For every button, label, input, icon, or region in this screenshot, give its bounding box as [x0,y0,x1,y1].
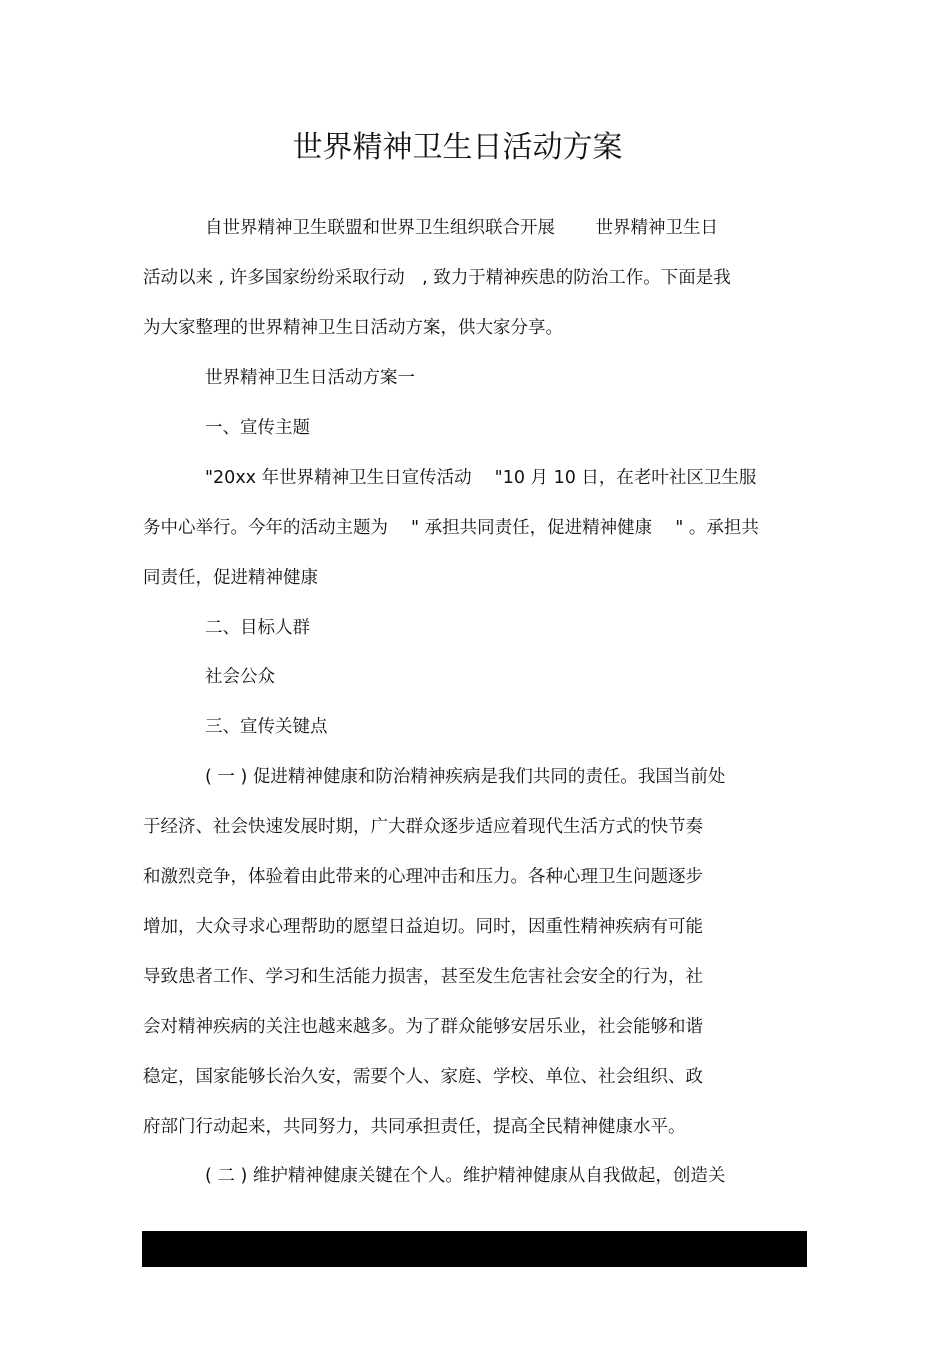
section-heading: 世界精神卫生日活动方案一 [205,368,415,388]
paragraph-line: 和激烈竞争，体验着由此带来的心理冲击和压力。各种心理卫生问题逐步 [143,867,703,887]
paragraph-line: 于经济、社会快速发展时期，广大群众逐步适应着现代生活方式的快节奏 [143,817,703,837]
paragraph-line: ( 一 ) 促进精神健康和防治精神疾病是我们共同的责任。我国当前处 [205,767,726,787]
paragraph-line: 社会公众 [205,667,275,687]
paragraph-line: 务中心举行。今年的活动主题为 " 承担共同责任，促进精神健康 " 。承担共 [143,518,759,538]
section-heading: 二、目标人群 [205,618,310,638]
paragraph-line: ( 二 ) 维护精神健康关键在个人。维护精神健康从自我做起，创造关 [205,1166,726,1186]
page-title: 世界精神卫生日活动方案 [292,130,623,165]
paragraph-line: 活动以来 , 许多国家纷纷采取行动 , 致力于精神疾患的防治工作。下面是我 [143,268,731,288]
section-heading: 三、宣传关键点 [205,717,328,737]
paragraph-line: 稳定，国家能够长治久安，需要个人、家庭、学校、单位、社会组织、政 [143,1067,703,1087]
paragraph-line: 同责任，促进精神健康 [143,568,318,588]
paragraph-line: 增加，大众寻求心理帮助的愿望日益迫切。同时，因重性精神疾病有可能 [143,917,703,937]
paragraph-line: 会对精神疾病的关注也越来越多。为了群众能够安居乐业，社会能够和谐 [143,1017,703,1037]
footer-black-bar [142,1231,807,1267]
section-heading: 一、宣传主题 [205,418,310,438]
paragraph-line: 导致患者工作、学习和生活能力损害，甚至发生危害社会安全的行为，社 [143,967,703,987]
paragraph-line: 府部门行动起来，共同努力，共同承担责任，提高全民精神健康水平。 [143,1117,686,1137]
paragraph-line: 自世界精神卫生联盟和世界卫生组织联合开展 世界精神卫生日 [205,218,719,238]
paragraph-line: "20xx 年世界精神卫生日宣传活动 "10 月 10 日，在老叶社区卫生服 [205,468,757,488]
paragraph-line: 为大家整理的世界精神卫生日活动方案，供大家分享。 [143,318,563,338]
